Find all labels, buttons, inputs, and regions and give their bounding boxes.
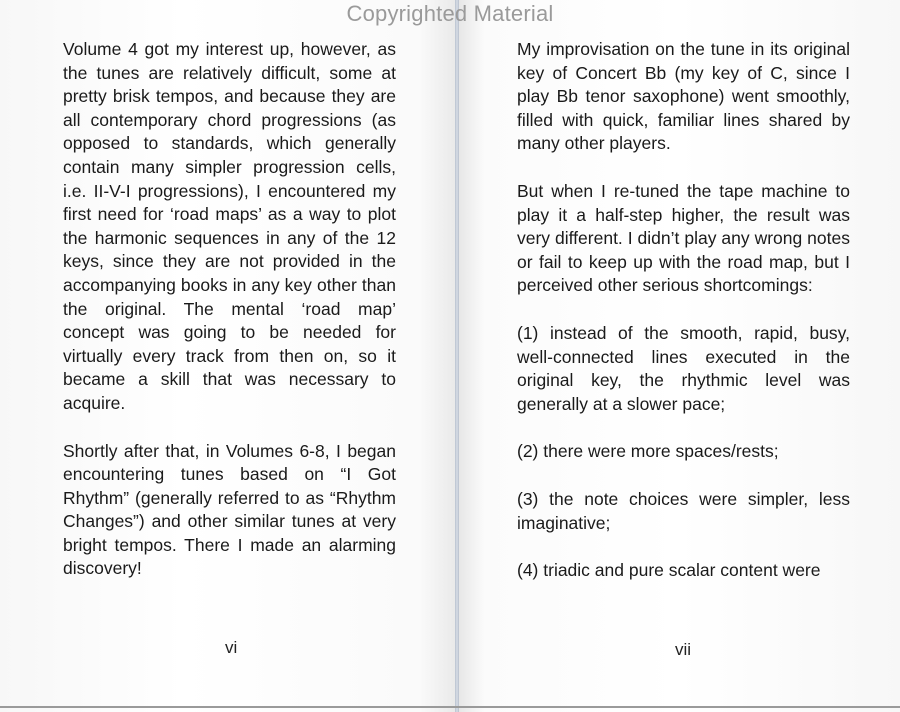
paragraph: (1) instead of the smooth, rapid, busy, well-connected lines executed in the original key, the rhythmic level was generally at a slower pace; <box>517 322 850 414</box>
left-page-text <box>63 38 396 605</box>
page-number: vi <box>225 638 238 657</box>
paragraph: Shortly after that, in Volumes 6-8, I began encountering tunes based on “I Got Rhythm” (generally referred to as “Rhythm Changes”) and other similar tunes at very bright tempos. There I made an alarming discovery! <box>63 440 396 579</box>
page-bottom-edge <box>0 706 900 708</box>
copyright-watermark: Copyrighted Material <box>346 1 554 26</box>
right-page-text <box>517 38 850 607</box>
page-number: vii <box>675 640 692 659</box>
paragraph: (2) there were more spaces/rests; <box>517 441 779 462</box>
paragraph: My improvisation on the tune in its original key of Concert Bb (my key of C, since I play Bb tenor saxophone) went smoothly, filled with quick, familiar lines shared by many other players. <box>517 39 850 154</box>
paragraph: Volume 4 got my interest up, however, as the tunes are relatively difficult, some at pretty brisk tempos, and because they are all contemporary chord progressions (as opposed to standards, which generally contain many simpler progression cells, i.e. II-V-I progressions), I encountered my first need for ‘road maps’ as a way to plot the harmonic sequences in any of the 12 keys, since they are not provided in the accompanying books in any key other than the original. The mental ‘road map’ concept was going to be needed for virtually every track from then on, so it became a skill that was necessary to acquire. <box>63 39 396 413</box>
paragraph: But when I re-tuned the tape machine to play it a half-step higher, the result was very different. I didn’t play any wrong notes or fail to keep up with the road map, but I perceived other serious shortcomings: <box>517 180 850 296</box>
book-gutter <box>455 0 459 712</box>
paragraph: (3) the note choices were simpler, less imaginative; <box>517 488 850 533</box>
paragraph: (4) triadic and pure scalar content were <box>517 560 821 581</box>
right-page <box>458 0 900 712</box>
